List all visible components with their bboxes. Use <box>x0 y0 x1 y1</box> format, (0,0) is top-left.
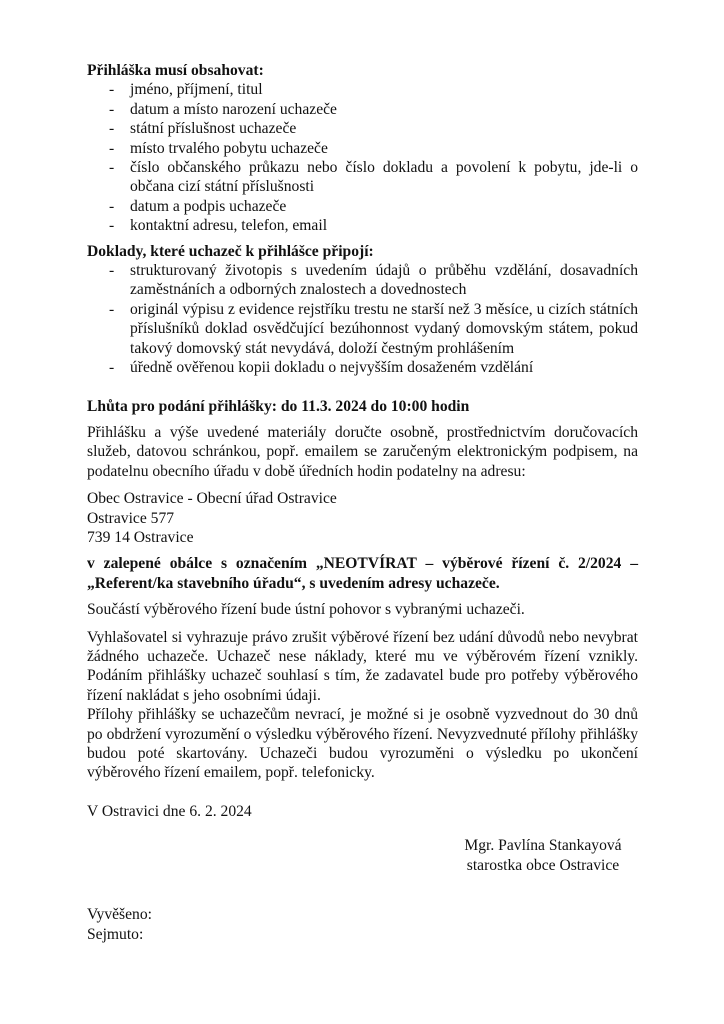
list-item: - strukturovaný životopis s uvedením údajů o průběhu vzdělání, dosavadních zaměstnáních a odborných znalostech a dovednostech <box>109 262 638 299</box>
list-item: - státní příslušnost uchazeče <box>109 120 297 138</box>
interview-note: Součástí výběrového řízení bude ústní pohovor s vybranými uchazeči. <box>87 601 525 619</box>
list-item: - kontaktní adresu, telefon, email <box>109 217 328 235</box>
address-line: 739 14 Ostravice <box>87 528 194 546</box>
dash-marker: - <box>109 262 115 280</box>
signatory-title: starostka obce Ostravice <box>466 856 620 874</box>
dash-marker: - <box>109 300 115 318</box>
dash-marker: - <box>109 359 115 377</box>
signatory-name: Mgr. Pavlína Stankayová <box>464 837 622 855</box>
list-item: - jméno, příjmení, titul <box>109 81 263 99</box>
signature-block <box>448 836 638 875</box>
posted-label: Vyvěšeno: <box>87 906 152 924</box>
list-item: - datum a místo narození uchazeče <box>109 100 337 118</box>
address-line: Ostravice 577 <box>87 509 175 527</box>
signature-area <box>87 836 638 896</box>
document-page <box>87 61 638 944</box>
dash-marker: - <box>109 217 115 235</box>
deadline-heading: Lhůta pro podání přihlášky: do 11.3. 2024 do 10:00 hodin <box>87 397 470 415</box>
posting-record <box>87 905 638 944</box>
list-item: - číslo občanského průkazu nebo číslo dokladu a povolení k pobytu, jde-li o občana cizí státní příslušnosti <box>109 159 638 196</box>
dash-marker: - <box>109 159 115 177</box>
dash-marker: - <box>109 120 115 138</box>
dash-marker: - <box>109 197 115 215</box>
list-item: - úředně ověřenou kopii dokladu o nejvyšším dosaženém vzdělání <box>109 359 534 377</box>
office-address <box>87 489 638 547</box>
requirements-list <box>87 80 638 235</box>
list-item: - místo trvalého pobytu uchazeče <box>109 139 328 157</box>
removed-label: Sejmuto: <box>87 925 144 943</box>
address-line: Obec Ostravice - Obecní úřad Ostravice <box>87 490 337 508</box>
dash-marker: - <box>109 81 115 99</box>
dash-marker: - <box>109 100 115 118</box>
envelope-marking: v zalepené obálce s označením „NEOTVÍRAT – výběrové řízení č. 2/2024 – „Referent/ka stavebního úřadu“, s uvedením adresy uchazeče. <box>87 555 638 592</box>
documents-heading: Doklady, které uchazeč k přihlášce připojí: <box>87 242 374 260</box>
list-item: - originál výpisu z evidence rejstříku trestu ne starší než 3 měsíce, u cizích státních příslušníků doklad osvědčující bezúhonnost vydaný domovským státem, pokud takový domovský stát nevydává, doloží čestným prohlášením <box>109 300 638 357</box>
conditions-paragraph: Vyhlašovatel si vyhrazuje právo zrušit výběrové řízení bez udání důvodů nebo nevybrat žádného uchazeče. Uchazeč nese náklady, které mu ve výběrovém řízení vznikly. Podáním přihlášky uchazeč souhlasí s tím, že zadavatel bude pro potřeby výběrového řízení nakládat s jeho osobními údaji. <box>87 628 638 704</box>
place-date: V Ostravici dne 6. 2. 2024 <box>87 802 252 820</box>
documents-list <box>87 261 638 377</box>
delivery-instructions: Přihlášku a výše uvedené materiály doručte osobně, prostřednictvím doručovacích služeb, datovou schránkou, popř. emailem se zaručeným elektronickým podpisem, na podatelnu obecního úřadu v době úředních hodin podatelny na adresu: <box>87 423 638 480</box>
requirements-heading: Přihláška musí obsahovat: <box>87 62 264 79</box>
dash-marker: - <box>109 139 115 157</box>
list-item: - datum a podpis uchazeče <box>109 197 287 215</box>
attachments-paragraph: Přílohy přihlášky se uchazečům nevrací, je možné si je osobně vyzvednout do 30 dnů po obdržení vyrozumění o výsledku výběrového řízení. Nevyzvednuté přílohy přihlášky budou poté skartovány. Uchazeči budou vyrozuměni o výsledku po ukončení výběrového řízení emailem, popř. telefonicky. <box>87 706 638 782</box>
